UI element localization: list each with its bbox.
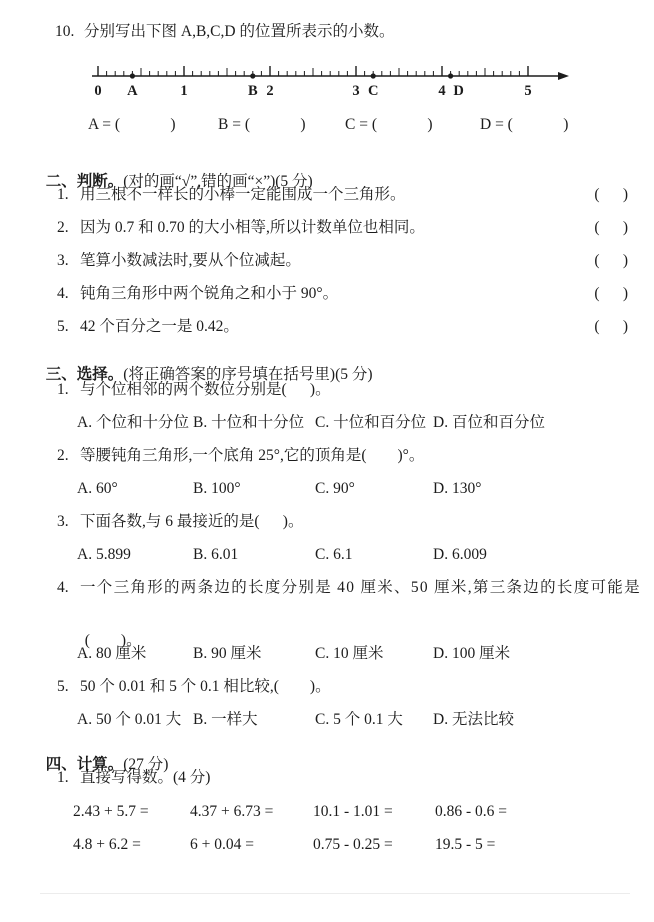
- option-d: D. 6.009: [433, 546, 487, 563]
- number-line-graphic: [88, 62, 588, 108]
- option-d: D. 100 厘米: [433, 645, 511, 662]
- options-row-q3: [77, 545, 628, 565]
- option-c: C. 10 厘米: [315, 645, 384, 662]
- answer-bracket: ( ): [594, 219, 628, 236]
- svg-text:5: 5: [524, 83, 532, 99]
- svg-text:D: D: [453, 83, 464, 99]
- calc-expression: 2.43 + 5.7 =: [73, 803, 149, 820]
- choice-question-4-line2: [77, 611, 628, 649]
- svg-text:C: C: [367, 83, 379, 99]
- question-number: 3.: [57, 513, 69, 530]
- question-number: 4.: [57, 579, 69, 596]
- calc-row-2: [73, 835, 628, 855]
- answer-bracket: ( ): [594, 285, 628, 302]
- calc-expression: 10.1 - 1.01 =: [313, 803, 393, 820]
- question-text: 等腰钝角三角形,一个底角 25°,它的顶角是( )°。: [80, 447, 425, 464]
- item-number: 5.: [57, 318, 69, 335]
- calc-row-1: [73, 802, 628, 822]
- option-a: A. 个位和十分位: [77, 414, 189, 431]
- option-a: A. 50 个 0.01 大: [77, 711, 182, 728]
- question-number: 5.: [57, 678, 69, 695]
- calc-subsection-1: [38, 768, 628, 788]
- svg-text:A: A: [127, 83, 138, 99]
- svg-text:B: B: [247, 83, 258, 99]
- svg-text:1: 1: [180, 83, 188, 99]
- number-line: [88, 62, 628, 108]
- item-number: 2.: [57, 219, 69, 236]
- question-text: 与个位相邻的两个数位分别是( )。: [80, 381, 331, 398]
- judgment-item-1: [38, 185, 628, 205]
- option-a: A. 5.899: [77, 546, 131, 563]
- question-10: [38, 22, 628, 42]
- svg-text:0: 0: [94, 83, 102, 99]
- option-c: C. 5 个 0.1 大: [315, 711, 403, 728]
- section-3-subtitle: (将正确答案的序号填在括号里)(5 分): [123, 366, 373, 383]
- question-number: 1.: [57, 381, 69, 398]
- options-row-q5: [77, 710, 628, 730]
- calc-expression: 0.75 - 0.25 =: [313, 836, 393, 853]
- options-row-q4: [77, 644, 628, 664]
- section-2-header: [38, 152, 628, 190]
- section-3-title: 三、选择。: [45, 366, 124, 383]
- option-b: B. 100°: [193, 480, 241, 497]
- section-4-header: [38, 735, 628, 773]
- svg-text:2: 2: [266, 83, 274, 99]
- option-b: B. 十位和十分位: [193, 414, 305, 431]
- page-edge-line: [40, 893, 630, 894]
- choice-question-4: [38, 578, 641, 598]
- item-text: 用三根不一样长的小棒一定能围成一个三角形。: [80, 186, 406, 203]
- item-text: 笔算小数减法时,要从个位减起。: [80, 252, 301, 269]
- calc-expression: 4.8 + 6.2 =: [73, 836, 141, 853]
- item-text: 因为 0.7 和 0.70 的大小相等,所以计数单位也相同。: [80, 219, 425, 236]
- question-text: 分别写出下图 A,B,C,D 的位置所表示的小数。: [84, 23, 395, 40]
- judgment-item-2: [38, 218, 628, 238]
- calc-expression: 4.37 + 6.73 =: [190, 803, 274, 820]
- question-text: 下面各数,与 6 最接近的是( )。: [80, 513, 304, 530]
- question-number: 10.: [55, 23, 75, 40]
- option-a: A. 60°: [77, 480, 118, 497]
- section-3-header: [38, 345, 628, 383]
- section-4-subtitle: (27 分): [123, 756, 169, 773]
- judgment-item-4: [38, 284, 628, 304]
- item-number: 3.: [57, 252, 69, 269]
- choice-question-2: [38, 446, 628, 466]
- option-d: D. 无法比较: [433, 711, 514, 728]
- judgment-item-5: [38, 317, 628, 337]
- item-number: 4.: [57, 285, 69, 302]
- option-a: A. 80 厘米: [77, 645, 147, 662]
- item-number: 1.: [57, 186, 69, 203]
- answer-bracket: ( ): [594, 318, 628, 335]
- option-b: B. 90 厘米: [193, 645, 262, 662]
- option-c: C. 90°: [315, 480, 355, 497]
- subsection-number: 1.: [57, 769, 69, 786]
- options-row-q1: [77, 413, 628, 433]
- question-text: 一个三角形的两条边的长度分别是 40 厘米、50 厘米,第三条边的长度可能是: [80, 579, 641, 596]
- section-2-title: 二、判断。: [45, 173, 124, 190]
- answer-blank-c: C = ( ): [345, 116, 433, 133]
- option-d: D. 百位和百分位: [433, 414, 545, 431]
- answer-bracket: ( ): [594, 252, 628, 269]
- item-text: 钝角三角形中两个锐角之和小于 90°。: [80, 285, 339, 302]
- judgment-item-3: [38, 251, 628, 271]
- question-text-continued: ( )。: [84, 632, 142, 649]
- option-b: B. 一样大: [193, 711, 258, 728]
- q10-answer-row: [88, 115, 628, 135]
- option-c: C. 十位和百分位: [315, 414, 427, 431]
- option-b: B. 6.01: [193, 546, 239, 563]
- calc-expression: 6 + 0.04 =: [190, 836, 254, 853]
- option-d: D. 130°: [433, 480, 482, 497]
- subsection-text: 直接写得数。(4 分): [80, 769, 211, 786]
- section-2-subtitle: (对的画“√”,错的画“×”)(5 分): [123, 173, 313, 190]
- svg-text:3: 3: [352, 83, 360, 99]
- options-row-q2: [77, 479, 628, 499]
- answer-blank-a: A = ( ): [88, 116, 176, 133]
- calc-expression: 0.86 - 0.6 =: [435, 803, 508, 820]
- answer-blank-b: B = ( ): [218, 116, 306, 133]
- section-4-title: 四、计算。: [45, 756, 124, 773]
- option-c: C. 6.1: [315, 546, 353, 563]
- choice-question-5: [38, 677, 628, 697]
- choice-question-3: [38, 512, 628, 532]
- calc-expression: 19.5 - 5 =: [435, 836, 496, 853]
- answer-bracket: ( ): [594, 186, 628, 203]
- svg-text:4: 4: [438, 83, 446, 99]
- item-text: 42 个百分之一是 0.42。: [80, 318, 239, 335]
- question-number: 2.: [57, 447, 69, 464]
- question-text: 50 个 0.01 和 5 个 0.1 相比较,( )。: [80, 678, 331, 695]
- answer-blank-d: D = ( ): [480, 116, 569, 133]
